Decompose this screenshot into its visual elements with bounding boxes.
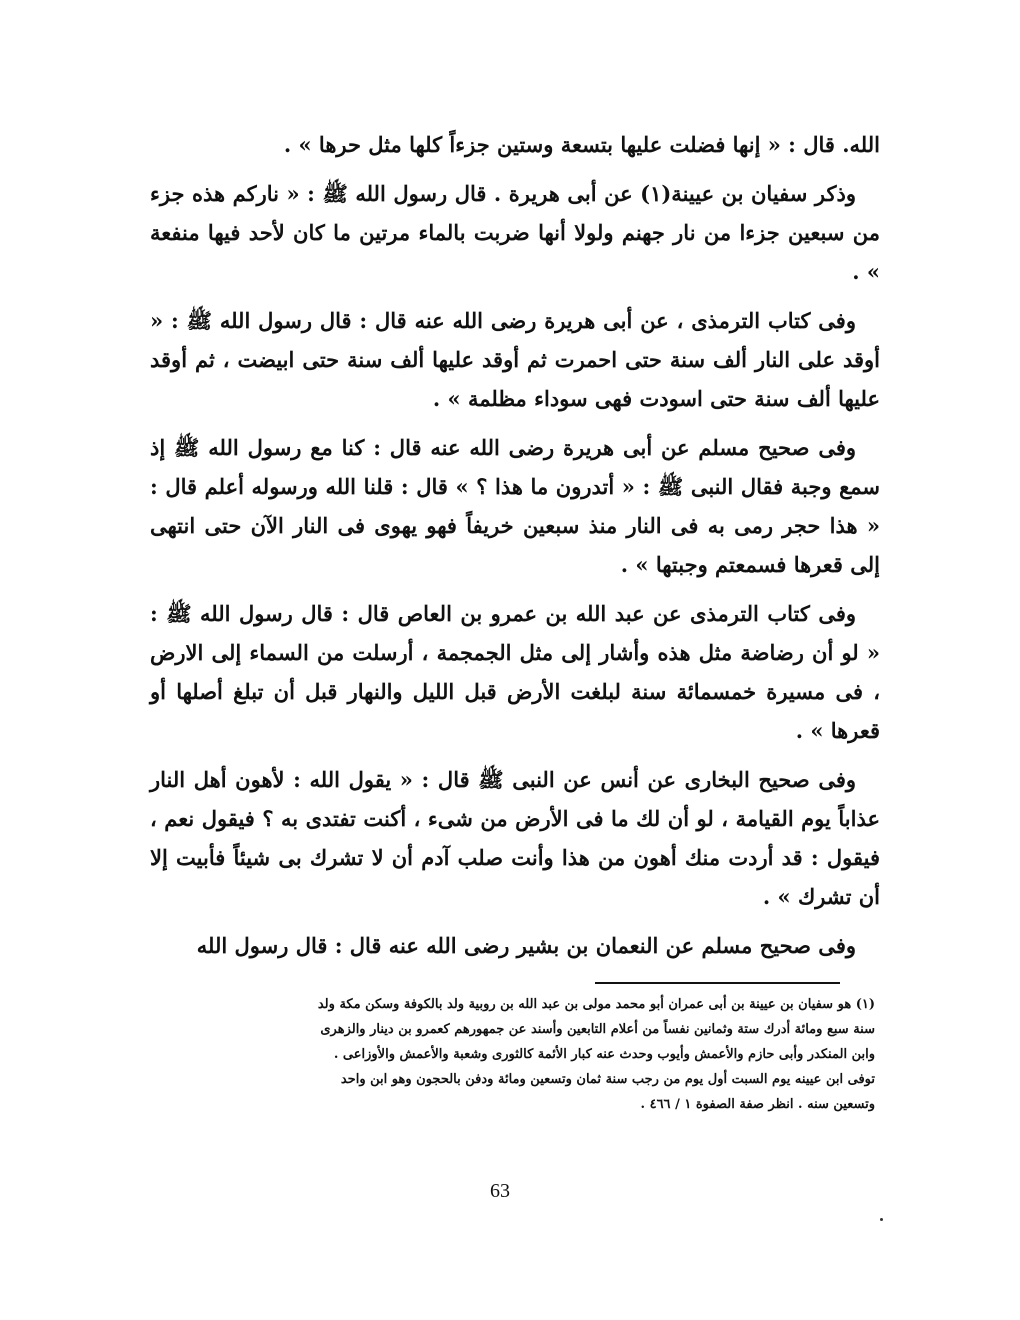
main-text [150, 125, 880, 975]
paragraph: وفى صحيح البخارى عن أنس عن النبى ﷺ قال : « يقول الله : لأهون أهل النار عذاباً يوم القيامة ، لو أن لك ما فى الأرض من شىء ، أكنت تفتدى به ؟ فيقول نعم ، فيقول : قد أردت منك أهون من هذا وأنت صلب آدم أن لا تشرك بى شيئاً فأبيت إلا أن تشرك » . [150, 767, 880, 909]
footnote-separator [595, 982, 840, 984]
paragraph: وفى كتاب الترمذى عن عبد الله بن عمرو بن العاص قال : قال رسول الله ﷺ : « لو أن رضاضة مثل هذه وأشار إلى مثل الجمجمة ، أرسلت من السماء إلى الارض ، فى مسيرة خمسمائة سنة لبلغت الأرض قبل الليل والنهار قبل أن تبلغ أصلها أو قعرها » . [150, 601, 880, 743]
footnote-line: (١) هو سفيان بن عيينة بن أبى عمران أبو محمد مولى بن عبد الله بن روبية ولد بالكوفة وسكن مكة ولد [317, 997, 875, 1012]
paragraph: وفى صحيح مسلم عن النعمان بن بشير رضى الله عنه قال : قال رسول الله [196, 933, 856, 958]
paragraph: وذكر سفيان بن عيينة(١) عن أبى هريرة . قال رسول الله ﷺ : « ناركم هذه جزء من سبعين جزءا من نار جهنم ولولا أنها ضربت بالماء مرتين ما كان لأحد فيها منفعة » . [150, 181, 880, 284]
footnotes [150, 992, 875, 1117]
footnote-line: توفى ابن عيينه يوم السبت أول يوم من رجب سنة ثمان وتسعين ومائة ودفن بالحجون وهو ابن واحد [340, 1072, 875, 1087]
paragraph: وفى صحيح مسلم عن أبى هريرة رضى الله عنه قال : كنا مع رسول الله ﷺ إذ سمع وجبة فقال النبى ﷺ : « أتدرون ما هذا ؟ » قال : قلنا الله ورسوله أعلم قال : « هذا حجر رمى به فى النار منذ سبعين خريفاً فهو يهوى فى النار الآن حتى انتهى إلى قعرها فسمعتم وجبتها » . [150, 435, 880, 577]
footnote-line: وابن المنكدر وأبى حازم والأعمش وأيوب وحدث عنه كبار الأئمة كالثورى وشعبة والأعمش والأوزاعى . [333, 1047, 875, 1062]
paragraph: الله. قال : « إنها فضلت عليها بتسعة وستين جزءاً كلها مثل حرها » . [283, 132, 880, 157]
paragraph: وفى كتاب الترمذى ، عن أبى هريرة رضى الله عنه قال : قال رسول الله ﷺ : « أوقد على النار ألف سنة حتى احمرت ثم أوقد عليها ألف سنة حتى ابيضت ، ثم أوقد عليها ألف سنة حتى اسودت فهى سوداء مظلمة » . [150, 308, 880, 411]
scan-speck [880, 1218, 883, 1221]
footnote-line: وتسعين سنه . انظر صفة الصفوة ١ / ٤٦٦ . [640, 1097, 875, 1112]
footnote-line: سنة سبع ومائة أدرك ستة وثمانين نفساً من أعلام التابعين وأسند عن جمهورهم كعمرو بن دينار والزهرى [320, 1022, 875, 1037]
page-number: 63 [490, 1180, 510, 1202]
